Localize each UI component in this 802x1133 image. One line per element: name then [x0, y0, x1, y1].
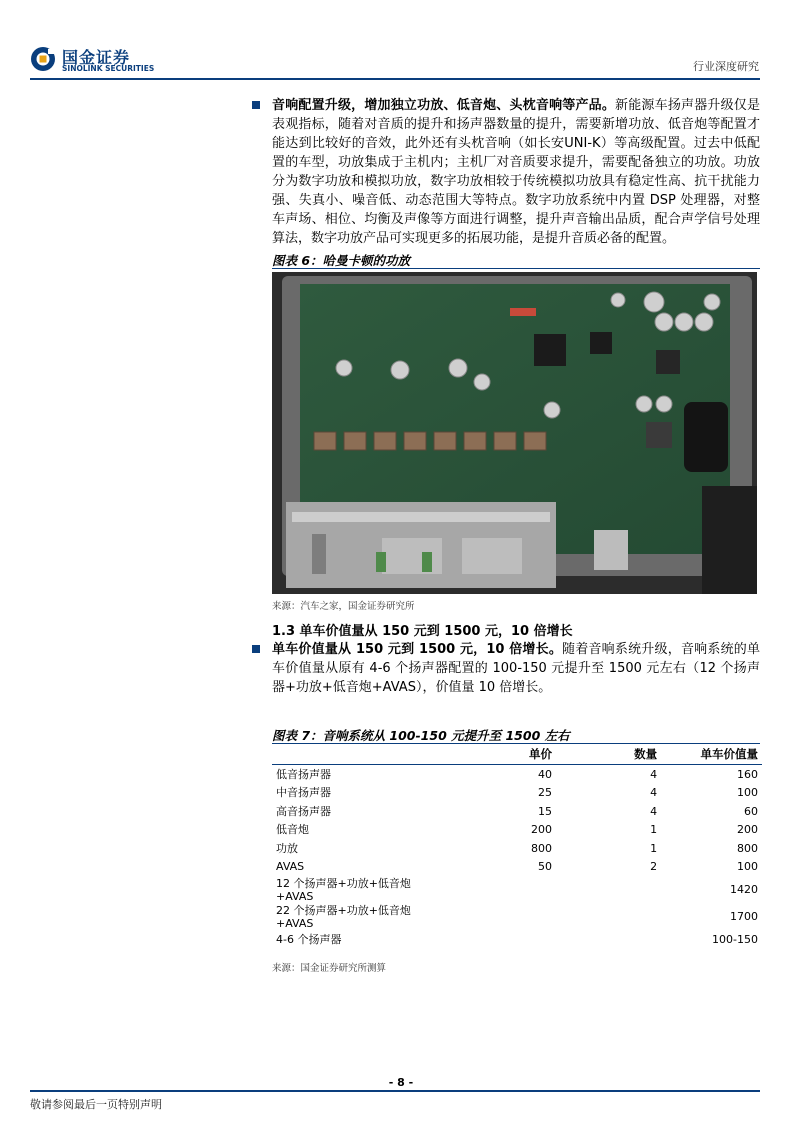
audio-cost-table [272, 744, 762, 949]
header-divider [30, 78, 760, 80]
cell-item: 22 个扬声器+功放+低音炮+AVAS [276, 903, 411, 930]
company-logo [30, 46, 180, 76]
cell-price: 25 [538, 786, 552, 800]
document-type-label: 行业深度研究 [693, 60, 759, 73]
cell-price [431, 903, 556, 930]
cell-item: 12 个扬声器+功放+低音炮+AVAS [276, 876, 411, 903]
table-row [272, 821, 762, 840]
footer-divider [30, 1090, 760, 1092]
figure6-title-rule [272, 268, 760, 269]
table-row [272, 903, 762, 930]
cell-value: 1420 [730, 883, 758, 896]
section-heading: 1.3 单车价值量从 150 元到 1500 元，10 倍增长 [272, 624, 573, 639]
cell-value: 100-150 [712, 932, 758, 946]
logo-text-cn: 国金证券 [62, 48, 131, 67]
header-unit-price: 单价 [529, 747, 552, 761]
paragraph-lead: 单车价值量从 150 元到 1500 元，10 倍增长。 [272, 642, 563, 657]
cell-item: AVAS [276, 860, 305, 874]
figure6-source: 来源：汽车之家，国金证券研究所 [272, 601, 415, 612]
table-row [272, 839, 762, 858]
cell-value: 160 [737, 767, 758, 781]
cell-item: 低音扬声器 [276, 767, 331, 781]
table-header-row [272, 744, 762, 765]
page-number: - 8 - [388, 1076, 414, 1089]
cell-item: 高音扬声器 [276, 804, 331, 818]
amplifier-board-photo [272, 272, 757, 594]
table-row [272, 876, 762, 903]
cell-item: 低音炮 [276, 823, 309, 837]
cell-value: 100 [737, 786, 758, 800]
cell-price: 15 [538, 804, 552, 818]
cell-price: 200 [531, 823, 552, 837]
header-quantity: 数量 [634, 747, 658, 761]
cell-price [431, 876, 556, 903]
cell-price: 40 [538, 767, 552, 781]
cell-qty: 4 [650, 786, 658, 800]
cell-price: 50 [538, 860, 552, 874]
cell-qty [556, 930, 661, 949]
cell-qty: 4 [650, 767, 658, 781]
table-row [272, 784, 762, 803]
cell-item: 功放 [276, 841, 298, 855]
cell-value: 60 [744, 804, 758, 818]
cell-value: 100 [737, 860, 758, 874]
table-row [272, 802, 762, 821]
cell-qty: 2 [650, 860, 658, 874]
cell-value: 800 [737, 841, 758, 855]
table-row [272, 765, 762, 784]
amplifier-board-illustration [272, 272, 757, 594]
table-row [272, 930, 762, 949]
cell-price: 800 [531, 841, 552, 855]
bullet-square-icon [252, 101, 260, 109]
paragraph-lead: 音响配置升级，增加独立功放、低音炮、头枕音响等产品。 [272, 98, 616, 113]
table-row [272, 858, 762, 877]
figure7-title: 图表 7：音响系统从 100-150 元提升至 1500 左右 [272, 728, 570, 743]
cell-value: 1700 [730, 910, 758, 923]
cell-item: 4-6 个扬声器 [276, 932, 342, 946]
cell-qty: 4 [650, 804, 658, 818]
paragraph-value-growth [272, 640, 760, 697]
paragraph-body: 新能源车扬声器升级仅是表观指标，随着对音质的提升和扬声器数量的提升，需要新增功放、低音炮等配置才能达到比较好的音效，此外还有头枕音响（如长安UNI-K）等高级配置。过去中低配置的车型，功放集成于主机内；主机厂对音质要求提升，需要配备独立的功放。功放分为数字功放和模拟功放，数字功放相较于传统模拟功放具有稳定性高、抗干扰能力强、失真小、噪音低、动态范围大等特点。数字功放系统中内置 DSP 处理器，对整车声场、相位、均衡及声像等方面进行调整，提升声音输出品质，配合声学信号处理算法，数字功放产品可实现更多的拓展功能，是提升音质必备的配置。 [272, 98, 760, 246]
cell-qty [556, 903, 661, 930]
logo-text-en: SINOLINK SECURITIES [62, 64, 155, 73]
cell-value: 200 [737, 823, 758, 837]
figure7-source: 来源：国金证券研究所测算 [272, 963, 387, 974]
header-item [272, 744, 431, 765]
header-vehicle-value: 单车价值量 [700, 747, 758, 761]
paragraph-body: 随着音响系统升级，音响系统的单车价值量从原有 4-6 个扬声器配置的 100-150 元提升至 1500 元左右（12 个扬声器+功放+低音炮+AVAS），价值量 10 倍增长。 [272, 642, 760, 695]
cell-qty: 1 [650, 823, 658, 837]
logo-mark-icon [30, 46, 56, 72]
bullet-square-icon [252, 645, 260, 653]
cell-qty: 1 [650, 841, 658, 855]
cell-item: 中音扬声器 [276, 786, 331, 800]
figure6-title: 图表 6：哈曼卡顿的功放 [272, 253, 411, 268]
paragraph-audio-upgrade [272, 96, 760, 248]
cell-qty [556, 876, 661, 903]
disclaimer-note: 敬请参阅最后一页特别声明 [30, 1098, 162, 1111]
cell-price [431, 930, 556, 949]
